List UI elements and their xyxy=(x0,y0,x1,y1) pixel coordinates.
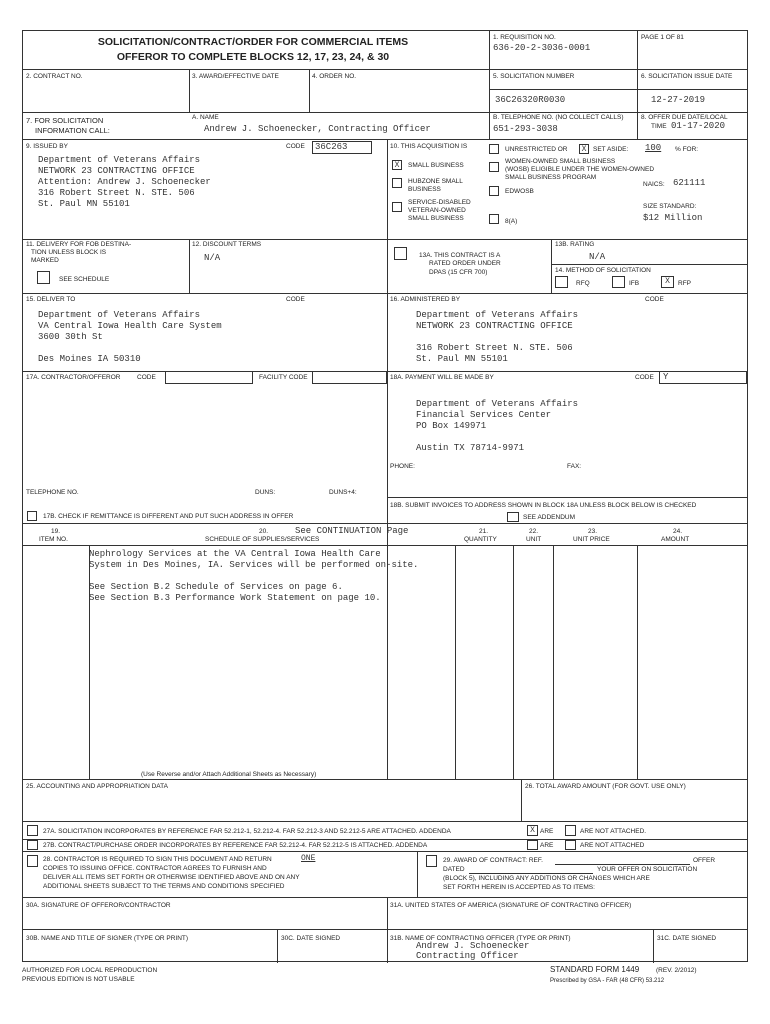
hubzone-checkbox[interactable] xyxy=(392,178,402,188)
issued-code-value: 36C263 xyxy=(315,142,348,152)
admin-line-1: Department of Veterans Affairs xyxy=(416,310,579,320)
accounting-label: 25. ACCOUNTING AND APPROPRIATION DATA xyxy=(26,783,168,790)
payment-code-label: CODE xyxy=(635,374,654,381)
form-title-line1: SOLICITATION/CONTRACT/ORDER FOR COMMERCIAL ITEMS xyxy=(97,36,409,48)
addenda-a-are-not-checkbox[interactable] xyxy=(565,825,576,836)
item-line-2: System in Des Moines, IA. Services will be performed on-site. xyxy=(89,560,419,570)
solicitation-incorporates-label: 27A. SOLICITATION INCORPORATES BY REFERENCE FAR 52.212-1, 52.212-4. FAR 52.212-3 AND 52.212-5 ARE ATTACHED. ADDENDA xyxy=(43,828,451,835)
contract-incorporates-checkbox[interactable] xyxy=(27,840,38,850)
contractor-code-label: CODE xyxy=(137,374,156,381)
issued-line-1: Department of Veterans Affairs xyxy=(38,155,201,165)
rfq-checkbox[interactable] xyxy=(555,276,568,288)
solicitation-number-label: 5. SOLICITATION NUMBER xyxy=(493,73,575,80)
issued-by-label: 9. ISSUED BY xyxy=(26,143,68,150)
admin-line-2: NETWORK 23 CONTRACTING OFFICE xyxy=(416,321,573,331)
see-schedule-label: SEE SCHEDULE xyxy=(59,276,110,283)
wosb-label-2: (WOSB) ELIGIBLE UNDER THE WOMEN-OWNED xyxy=(505,166,655,173)
rfp-label: RFP xyxy=(678,280,691,287)
facility-code-label: FACILITY CODE xyxy=(259,374,308,381)
col19-num: 19. xyxy=(51,528,61,535)
payment-line-3: PO Box 149971 xyxy=(416,421,487,431)
payment-line-2: Financial Services Center xyxy=(416,410,552,420)
award-line-2-offer: YOUR OFFER ON SOLICITATION xyxy=(597,866,698,873)
requisition-value[interactable]: 636-20-2-3036-0001 xyxy=(493,43,591,53)
discount-terms-value[interactable]: N/A xyxy=(204,253,221,263)
sdvosb-label-1: SERVICE-DISABLED xyxy=(408,199,471,206)
issued-line-2: NETWORK 23 CONTRACTING OFFICE xyxy=(38,166,195,176)
ifb-checkbox[interactable] xyxy=(612,276,625,288)
size-standard-label: SIZE STANDARD: xyxy=(643,203,697,210)
co-name-value-2: Contracting Officer xyxy=(416,951,519,961)
col24-label: AMOUNT xyxy=(661,536,690,543)
footer-revision: (REV. 2/2012) xyxy=(656,967,697,974)
set-aside-percent[interactable]: 100 xyxy=(645,143,662,153)
submit-invoices-label: 18B. SUBMIT INVOICES TO ADDRESS SHOWN IN BLOCK 18A UNLESS BLOCK BELOW IS CHECKED xyxy=(390,502,697,509)
award-line-2: DATED xyxy=(443,866,465,873)
order-no-label: 4. ORDER NO. xyxy=(312,73,357,80)
wosb-checkbox[interactable] xyxy=(489,162,499,172)
rfp-checkbox[interactable]: X xyxy=(661,276,674,288)
payment-code-value: Y xyxy=(663,372,669,382)
telephone-no-label: TELEPHONE NO. xyxy=(26,489,79,496)
see-addendum-label: SEE ADDENDUM xyxy=(523,514,576,521)
delivery-label-3: MARKED xyxy=(31,257,59,264)
requisition-label: 1. REQUISITION NO. xyxy=(493,34,556,41)
eight-a-checkbox[interactable] xyxy=(489,214,499,224)
unrestricted-checkbox[interactable] xyxy=(489,144,499,154)
ifb-label: IFB xyxy=(629,280,640,287)
addenda-b-are-not-checkbox[interactable] xyxy=(565,840,576,850)
offer-due-value[interactable]: 01-17-2020 xyxy=(671,121,726,131)
signer-name-label: 30B. NAME AND TITLE OF SIGNER (TYPE OR PRINT) xyxy=(26,935,189,942)
deliver-to-label: 15. DELIVER TO xyxy=(26,296,76,303)
sdvosb-label-3: SMALL BUSINESS xyxy=(408,215,464,222)
set-aside-percent-for: % FOR: xyxy=(675,146,699,153)
issued-line-4: 316 Robert Street N. STE. 506 xyxy=(38,188,195,198)
addenda-a-are-not-label: ARE NOT ATTACHED. xyxy=(580,828,647,835)
payment-code-box[interactable] xyxy=(659,371,747,384)
col20-num: 20. xyxy=(259,528,269,535)
award-line-1-offer: OFFER xyxy=(693,857,716,864)
addenda-b-are-label: ARE xyxy=(540,842,554,849)
duns4-label: DUNS+4: xyxy=(329,489,357,496)
footer-previous-edition: PREVIOUS EDITION IS NOT USABLE xyxy=(22,976,135,983)
administered-code-label: CODE xyxy=(645,296,664,303)
addenda-b-are-checkbox[interactable] xyxy=(527,840,538,850)
footer-authorized: AUTHORIZED FOR LOCAL REPRODUCTION xyxy=(22,967,158,974)
info-call-label-1: 7. FOR SOLICITATION xyxy=(26,116,104,125)
deliver-line-2: VA Central Iowa Health Care System xyxy=(38,321,222,331)
rated-order-label-1: 13A. THIS CONTRACT IS A xyxy=(419,252,501,259)
reverse-sheets-note: (Use Reverse and/or Attach Additional Sheets as Necessary) xyxy=(141,771,317,778)
addenda-a-are-label: ARE xyxy=(540,828,554,835)
admin-line-4: 316 Robert Street N. STE. 506 xyxy=(416,343,573,353)
edwosb-checkbox[interactable] xyxy=(489,186,499,196)
col20-label: SCHEDULE OF SUPPLIES/SERVICES xyxy=(205,536,320,543)
addenda-a-are-checkbox[interactable]: X xyxy=(527,825,538,836)
col20-continuation: See CONTINUATION Page xyxy=(295,526,409,536)
award-checkbox[interactable] xyxy=(426,855,437,867)
solicitation-date-value[interactable]: 12-27-2019 xyxy=(651,95,706,105)
award-date-label: 3. AWARD/EFFECTIVE DATE xyxy=(192,73,279,80)
set-aside-label: SET ASIDE: xyxy=(593,146,629,153)
deliver-code-label: CODE xyxy=(286,296,305,303)
contractor-sign-line-4: ADDITIONAL SHEETS SUBJECT TO THE TERMS AND CONDITIONS SPECIFIED xyxy=(43,883,285,890)
col19-label: ITEM NO. xyxy=(39,536,68,543)
item-line-5: See Section B.3 Performance Work Statement on page 10. xyxy=(89,593,381,603)
payment-phone-label: PHONE: xyxy=(390,463,415,470)
payment-fax-label: FAX: xyxy=(567,463,582,470)
contractor-sign-line-2: COPIES TO ISSUING OFFICE. CONTRACTOR AGREES TO FURNISH AND xyxy=(43,865,267,872)
offer-due-label-1: 8. OFFER DUE DATE/LOCAL xyxy=(641,114,728,121)
sdvosb-checkbox[interactable] xyxy=(392,202,402,212)
deliver-line-5: Des Moines IA 50310 xyxy=(38,354,141,364)
payment-label: 18A. PAYMENT WILL BE MADE BY xyxy=(390,374,494,381)
offeror-date-label: 30C. DATE SIGNED xyxy=(281,935,341,942)
admin-line-5: St. Paul MN 55101 xyxy=(416,354,508,364)
set-aside-checkbox[interactable]: X xyxy=(579,144,589,154)
item-line-1: Nephrology Services at the VA Central Iowa Health Care xyxy=(89,549,381,559)
naics-label: NAICS: xyxy=(643,181,665,188)
contact-name-value[interactable]: Andrew J. Schoenecker, Contracting Officer xyxy=(204,124,431,134)
delivery-label-2: TION UNLESS BLOCK IS xyxy=(31,249,107,256)
rated-order-label-2: RATED ORDER UNDER xyxy=(429,260,501,267)
col22-label: UNIT xyxy=(526,536,542,543)
delivery-label-1: 11. DELIVERY FOR FOB DESTINA- xyxy=(26,241,132,248)
deliver-line-1: Department of Veterans Affairs xyxy=(38,310,201,320)
telephone-value[interactable]: 651-293-3038 xyxy=(493,124,558,134)
offer-due-label-2: TIME xyxy=(651,123,667,130)
contract-incorporates-label: 27B. CONTRACT/PURCHASE ORDER INCORPORATES BY REFERENCE FAR 52.212-4. FAR 52.212-5 IS ATTACHED. ADDENDA xyxy=(43,842,428,849)
contractor-sign-line-3: DELIVER ALL ITEMS SET FORTH OR OTHERWISE IDENTIFIED ABOVE AND ON ANY xyxy=(43,874,300,881)
wosb-label-3: SMALL BUSINESS PROGRAM xyxy=(505,174,597,181)
issued-line-5: St. Paul MN 55101 xyxy=(38,199,130,209)
edwosb-label: EDWOSB xyxy=(505,188,534,195)
small-business-label: SMALL BUSINESS xyxy=(408,162,464,169)
form-title-line2: OFFEROR TO COMPLETE BLOCKS 12, 17, 23, 24, & 30 xyxy=(116,51,390,63)
contractor-label: 17A. CONTRACTOR/OFFEROR xyxy=(26,374,121,381)
contractor-code-box[interactable] xyxy=(165,371,253,384)
award-line-1: 29. AWARD OF CONTRACT: REF. xyxy=(443,857,543,864)
award-line-3: (BLOCK 5), INCLUDING ANY ADDITIONS OR CHANGES WHICH ARE xyxy=(443,875,650,882)
eight-a-label: 8(A) xyxy=(505,218,518,225)
contract-no-label: 2. CONTRACT NO. xyxy=(26,73,83,80)
col21-label: QUANTITY xyxy=(464,536,497,543)
size-standard-value[interactable]: $12 Million xyxy=(643,213,703,223)
co-name-label: 31B. NAME OF CONTRACTING OFFICER (TYPE OR PRINT) xyxy=(390,935,571,942)
unrestricted-label: UNRESTRICTED OR xyxy=(505,146,568,153)
hubzone-label-1: HUBZONE SMALL xyxy=(408,178,463,185)
col21-num: 21. xyxy=(479,528,489,535)
contractor-sign-line-1: 28. CONTRACTOR IS REQUIRED TO SIGN THIS DOCUMENT AND RETURN xyxy=(43,856,272,863)
payment-line-5: Austin TX 78714-9971 xyxy=(416,443,525,453)
payment-line-1: Department of Veterans Affairs xyxy=(416,399,579,409)
wosb-label-1: WOMEN-OWNED SMALL BUSINESS xyxy=(505,158,616,165)
addenda-b-are-not-label: ARE NOT ATTACHED xyxy=(580,842,645,849)
issued-line-3: Attention: Andrew J. Schoenecker xyxy=(38,177,211,187)
sf1449-form xyxy=(22,30,748,962)
col22-num: 22. xyxy=(529,528,539,535)
see-schedule-checkbox[interactable] xyxy=(37,271,50,284)
issued-code-label: CODE xyxy=(286,143,305,150)
solicitation-date-label: 6. SOLICITATION ISSUE DATE xyxy=(641,73,733,80)
rfq-label: RFQ xyxy=(576,280,590,287)
us-signature-label: 31A. UNITED STATES OF AMERICA (SIGNATURE OF CONTRACTING OFFICER) xyxy=(390,902,632,909)
footer-standard-form: STANDARD FORM 1449 xyxy=(550,965,640,974)
rated-order-checkbox[interactable] xyxy=(394,247,407,260)
col23-label: UNIT PRICE xyxy=(573,536,610,543)
remittance-checkbox[interactable] xyxy=(27,511,37,521)
contractor-sign-copies[interactable]: ONE xyxy=(301,854,316,863)
facility-code-box[interactable] xyxy=(312,371,387,384)
footer-prescribed: Prescribed by GSA - FAR (48 CFR) 53.212 xyxy=(550,978,665,984)
solicitation-number-value[interactable]: 36C26320R0030 xyxy=(495,95,566,105)
col24-num: 24. xyxy=(673,528,683,535)
remittance-label: 17B. CHECK IF REMITTANCE IS DIFFERENT AND PUT SUCH ADDRESS IN OFFER xyxy=(43,513,294,520)
small-business-checkbox[interactable]: X xyxy=(392,160,402,170)
item-line-4: See Section B.2 Schedule of Services on page 6. xyxy=(89,582,343,592)
co-date-label: 31C. DATE SIGNED xyxy=(657,935,717,942)
total-award-label: 26. TOTAL AWARD AMOUNT (FOR GOVT. USE ONLY) xyxy=(525,783,686,790)
co-name-value-1: Andrew J. Schoenecker xyxy=(416,941,530,951)
naics-value[interactable]: 621111 xyxy=(673,178,706,188)
rating-label: 13B. RATING xyxy=(555,241,595,248)
rating-value[interactable]: N/A xyxy=(589,252,606,262)
contractor-sign-checkbox[interactable] xyxy=(27,855,38,867)
award-line-4: SET FORTH HEREIN IS ACCEPTED AS TO ITEMS: xyxy=(443,884,595,891)
hubzone-label-2: BUSINESS xyxy=(408,186,441,193)
sdvosb-label-2: VETERAN-OWNED xyxy=(408,207,466,214)
contact-name-label: A. NAME xyxy=(192,114,219,121)
col23-num: 23. xyxy=(588,528,598,535)
deliver-line-3: 3600 30th St xyxy=(38,332,103,342)
rated-order-label-3: DPAS (15 CFR 700) xyxy=(429,269,488,276)
discount-terms-label: 12. DISCOUNT TERMS xyxy=(192,241,262,248)
solicitation-incorporates-checkbox[interactable] xyxy=(27,825,38,836)
page-label: PAGE 1 OF 81 xyxy=(641,34,684,41)
administered-label: 16. ADMINISTERED BY xyxy=(390,296,461,303)
info-call-label-2: INFORMATION CALL: xyxy=(35,126,110,135)
acquisition-label: 10. THIS ACQUISITION IS xyxy=(390,143,468,150)
duns-label: DUNS: xyxy=(255,489,276,496)
offeror-signature-label: 30A. SIGNATURE OF OFFEROR/CONTRACTOR xyxy=(26,902,171,909)
telephone-label: B. TELEPHONE NO. (NO COLLECT CALLS) xyxy=(493,114,624,121)
see-addendum-checkbox[interactable] xyxy=(507,512,519,522)
method-label: 14. METHOD OF SOLICITATION xyxy=(555,267,651,274)
